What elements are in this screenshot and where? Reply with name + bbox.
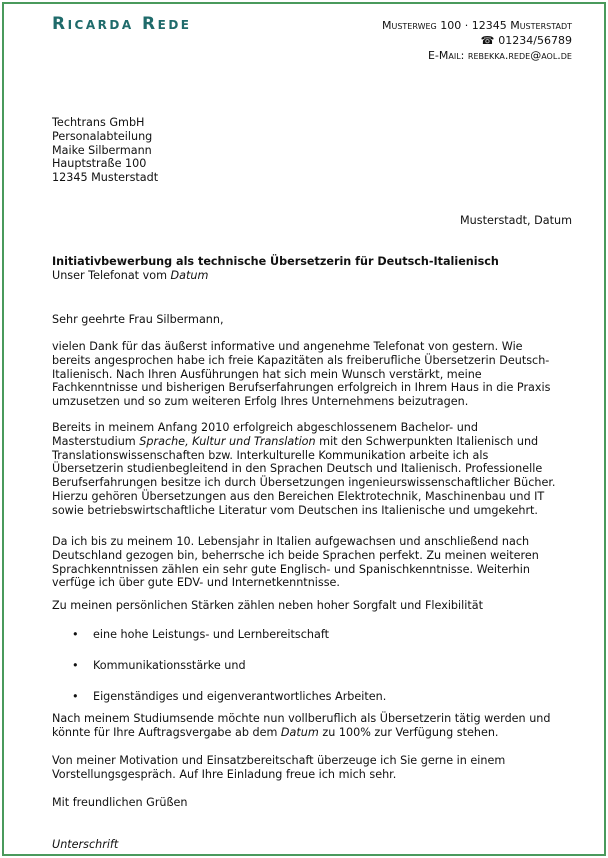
sender-address: Musterweg 100 · 12345 Musterstadt [381, 19, 572, 32]
bullet-icon: • [72, 690, 79, 703]
paragraph-line: sowie betriebswirtschaftliche Literatur vom Deutschen ins Italienische und umgekehrt. [52, 503, 538, 517]
paragraph-line: Da ich bis zu meinem 10. Lebensjahr in Italien aufgewachsen und anschließend nach [52, 535, 530, 548]
paragraph-line: Italienisch. Nach Ihren Ausführungen hat sich mein Wunsch verstärkt, meine [52, 367, 482, 381]
sender-contact [382, 18, 572, 63]
paragraph-line: Übersetzerin studienbegleitend in den Sprachen Deutsch und Italienisch. Professionelle [52, 462, 543, 476]
paragraph-5 [52, 712, 572, 740]
paragraph-line: Sprachkenntnissen zählen ein sehr gute Englisch- und Spanischkenntnisse. Weiterhin [52, 562, 530, 576]
recipient-street: Hauptstraße 100 [52, 157, 147, 171]
bullet-icon: • [72, 659, 79, 672]
paragraph-4: Zu meinen persönlichen Stärken zählen neben hoher Sorgfalt und Flexibilität [52, 599, 483, 612]
phone-icon: ☎ [480, 34, 495, 47]
paragraph-line: Von meiner Motivation und Einsatzbereitschaft überzeuge ich Sie gerne in einem [52, 754, 506, 767]
sender-phone-line [382, 33, 572, 48]
subject-ref-date: Datum [170, 268, 209, 282]
paragraph-line: Nach meinem Studiumsende möchte nun vollberuflich als Übersetzerin tätig werden und [52, 712, 551, 725]
paragraph-text: könnte für Ihre Auftragsvergabe ab dem [52, 725, 281, 739]
paragraph-line: Berufserfahrungen besitze ich durch Übersetzungen ingenieurswissenschaftlicher Bücher. [52, 476, 556, 490]
paragraph-line: vielen Dank für das äußerst informative und angenehme Telefonat von gestern. Wie [52, 340, 523, 353]
recipient-address [52, 116, 158, 185]
availability-date: Datum [280, 725, 319, 739]
recipient-department: Personalabteilung [52, 129, 153, 143]
study-program: Sprache, Kultur und Translation [139, 434, 316, 448]
sender-email: E-Mail: rebekka.rede@aol.de [427, 49, 572, 62]
paragraph-line [52, 435, 572, 449]
list-item-text: Kommunikationsstärke und [93, 659, 246, 672]
paragraph-2 [52, 421, 572, 518]
list-item-text: eine hohe Leistungs- und Lernbereitschaft [93, 628, 329, 641]
salutation: Sehr geehrte Frau Silbermann, [52, 313, 224, 326]
paragraph-text: zu 100% zur Verfügung stehen. [318, 725, 499, 739]
paragraph-text: Masterstudium [52, 434, 140, 448]
paragraph-line: Translationswissenschaften bzw. Interkulturelle Kommunikation arbeite ich als [52, 448, 489, 462]
sender-name: Ricarda Rede [52, 14, 192, 34]
closing: Mit freundlichen Grüßen [52, 796, 188, 809]
paragraph-line: Fachkenntnisse und bisherigen Berufserfahrungen erfolgreich in Ihrem Haus in die Praxis [52, 381, 551, 395]
place-date: Musterstadt, Datum [460, 214, 572, 227]
recipient-city: 12345 Musterstadt [52, 171, 159, 185]
paragraph-6 [52, 754, 572, 782]
paragraph-line: bereits angesprochen habe ich freie Kapazitäten als freiberufliche Übersetzerin Deutsch- [52, 353, 550, 367]
bullet-icon: • [72, 628, 79, 641]
paragraph-line: Deutschland gezogen bin, beherrsche ich beide Sprachen perfekt. Zu meinen weiteren [52, 548, 539, 562]
list-item-text: Eigenständiges und eigenverantwortliches Arbeiten. [93, 690, 387, 703]
sender-phone: 01234/56789 [498, 34, 572, 47]
paragraph-text: mit den Schwerpunkten Italienisch und [315, 434, 539, 448]
paragraph-line: verfüge ich über gute EDV- und Internetkenntnisse. [52, 576, 340, 590]
paragraph-line [52, 726, 572, 740]
paragraph-line: Bereits in meinem Anfang 2010 erfolgreich abgeschlossenem Bachelor- und [52, 421, 478, 434]
paragraph-line: Vorstellungsgespräch. Auf Ihre Einladung freue ich mich sehr. [52, 767, 397, 781]
subject-title: Initiativbewerbung als technische Übersetzerin für Deutsch-Italienisch [52, 255, 499, 268]
paragraph-3 [52, 535, 572, 590]
subject-reference [52, 269, 499, 283]
recipient-person: Maike Silbermann [52, 143, 152, 157]
signature: Unterschrift [52, 838, 119, 851]
paragraph-1 [52, 340, 572, 409]
paragraph-line: umzusetzen und so zum weiteren Erfolg Ihres Unternehmens beizutragen. [52, 395, 469, 409]
subject [52, 255, 499, 283]
subject-ref-prefix: Unser Telefonat vom [52, 268, 171, 282]
paragraph-line: Hierzu gehören Übersetzungen aus den Bereichen Elektrotechnik, Maschinenbau und IT [52, 489, 545, 503]
recipient-company: Techtrans GmbH [52, 116, 145, 129]
